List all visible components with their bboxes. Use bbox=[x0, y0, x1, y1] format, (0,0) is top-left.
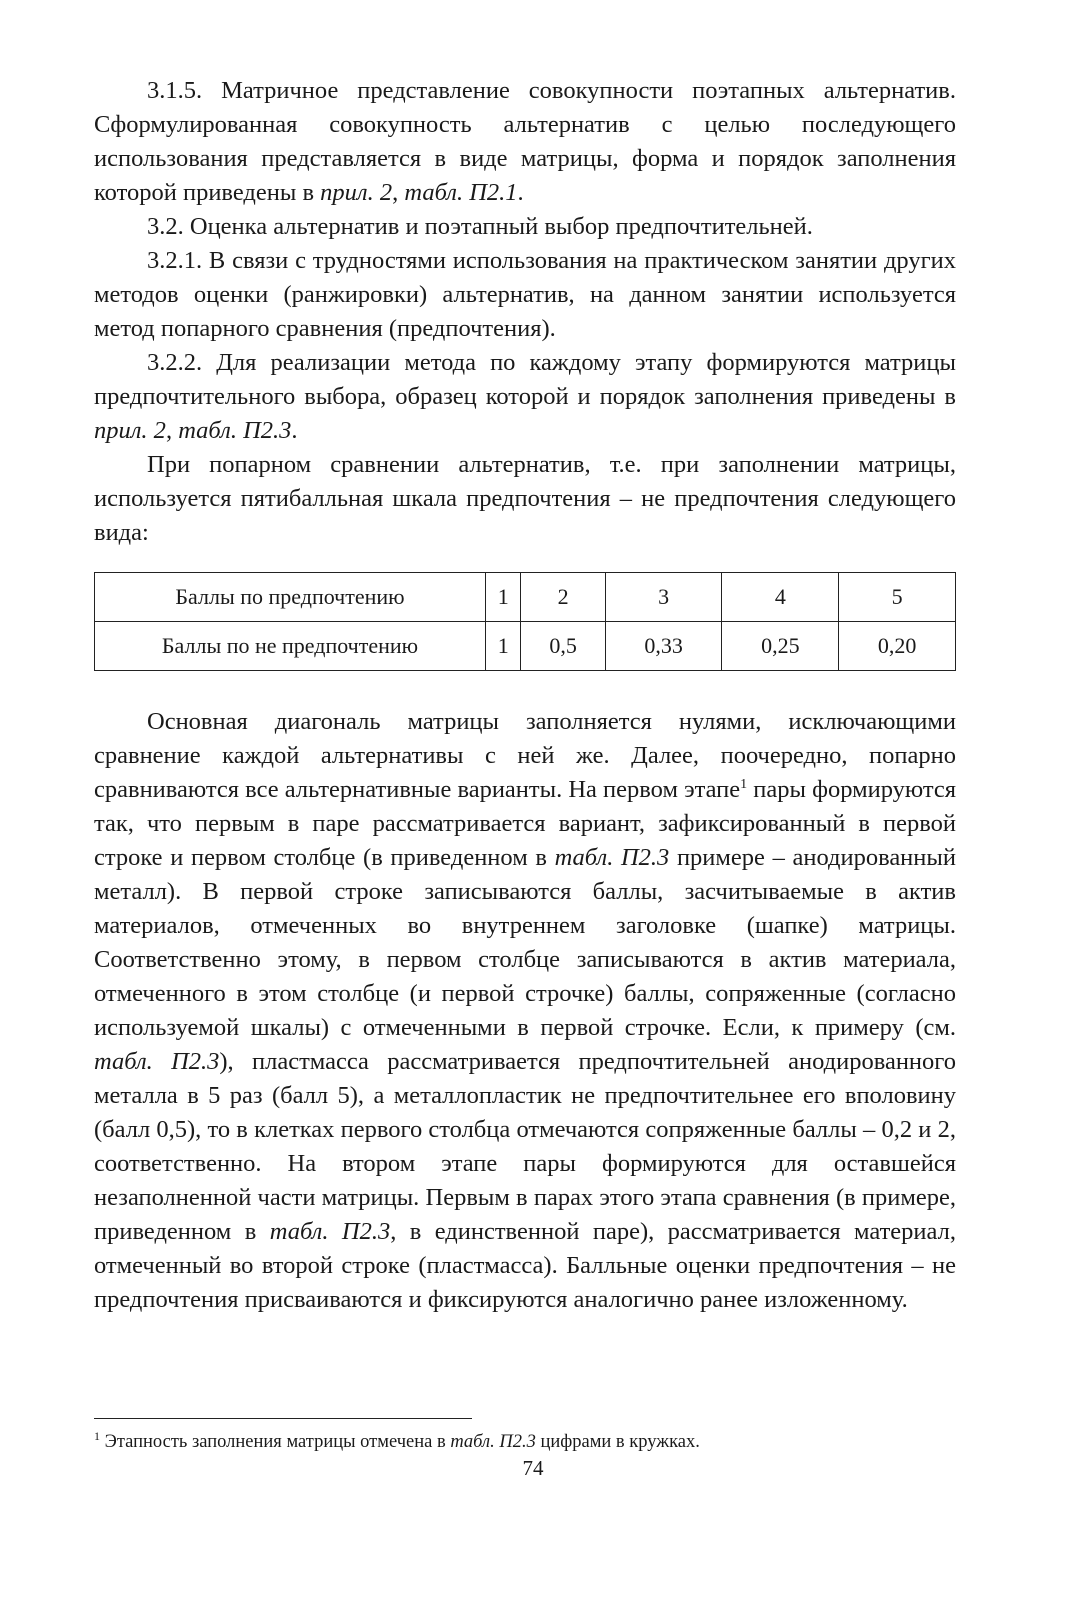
table-cell: 0,33 bbox=[605, 622, 722, 671]
paragraph-text: 3.1.5. Матричное представление совокупности поэтапных альтернатив. Сформулированная совокупность альтернатив с целью последующего использования представляется в виде матрицы, форма и порядок заполнения которой приведены в bbox=[94, 77, 956, 206]
page-number: 74 bbox=[522, 1456, 544, 1480]
paragraph-text: Основная диагональ матрицы заполняется нулями, исключающими сравнение каждой альтернативы с ней же. Далее, поочередно, попарно сравниваются все альтернативные варианты. На первом этапе bbox=[94, 708, 956, 803]
table-cell: 3 bbox=[605, 573, 722, 622]
paragraph-text: примере – анодированный металл). В первой строке записываются баллы, засчитываемые в актив материалов, отмеченных во внутреннем заголовке (шапке) матрицы. Соответственно этому, в первом столбце записываются в актив материала, отмеченного в этом столбце (и первой строчке) баллы, сопряженные (согласно используемой шкалы) с отмеченными в первой строчке. Если, к примеру (см. bbox=[94, 844, 956, 1041]
footnote-text: цифрами в кружках. bbox=[535, 1432, 700, 1452]
table-cell: 0,25 bbox=[722, 622, 839, 671]
paragraph-text: , bbox=[392, 179, 405, 206]
preference-scale-table bbox=[94, 572, 956, 671]
footnote bbox=[94, 1430, 700, 1454]
paragraph-text: 3.2.2. Для реализации метода по каждому этапу формируются матрицы предпочтительного выбора, образец которой и порядок заполнения приведены в bbox=[94, 349, 956, 410]
table-row bbox=[95, 622, 956, 671]
paragraph-3-1-5 bbox=[94, 74, 956, 210]
table-row bbox=[95, 573, 956, 622]
reference-table: табл. П2.3 bbox=[554, 844, 670, 871]
paragraph-3-2-2 bbox=[94, 346, 956, 448]
table-cell: 0,5 bbox=[521, 622, 605, 671]
paragraph-text: пары формируются так, что первым в паре рассматривается вариант, зафиксированный в первой строке и первом столбце (в приведенном в bbox=[94, 776, 957, 871]
paragraph-scale-intro: При попарном сравнении альтернатив, т.е. при заполнении матрицы, используется пятибалльная шкала предпочтения – не предпочтения следующего вида: bbox=[94, 451, 956, 546]
footnote-marker[interactable]: 1 bbox=[740, 776, 748, 792]
table-cell: 1 bbox=[486, 573, 521, 622]
reference-appendix: прил. 2 bbox=[94, 417, 166, 444]
reference-table: табл. П2.3 bbox=[94, 1048, 220, 1075]
footnote-divider bbox=[94, 1418, 472, 1419]
paragraph-3-2: 3.2. Оценка альтернатив и поэтапный выбор предпочтительней. bbox=[147, 213, 813, 240]
paragraph-text: . bbox=[517, 179, 524, 206]
paragraph-3-2-1: 3.2.1. В связи с трудностями использования на практическом занятии других методов оценки (ранжировки) альтернатив, на данном занятии используется метод попарного сравнения (предпочтения). bbox=[94, 247, 956, 342]
table-row-label: Баллы по предпочтению bbox=[95, 573, 486, 622]
paragraph-text: . bbox=[291, 417, 298, 444]
table-cell: 0,20 bbox=[839, 622, 956, 671]
page-body bbox=[94, 74, 956, 1317]
table-cell: 2 bbox=[521, 573, 605, 622]
paragraph-text: , в единственной паре), рассматривается материал, отмеченный во второй строке (пластмасса). Балльные оценки предпочтения – не предпочтения присваиваются и фиксируются аналогично ранее изложенному. bbox=[94, 1218, 956, 1313]
reference-table: табл. П2.3 bbox=[450, 1432, 536, 1452]
table-cell: 5 bbox=[839, 573, 956, 622]
reference-table: табл. П2.3 bbox=[178, 417, 292, 444]
paragraph-diagonal bbox=[94, 705, 956, 1317]
table-cell: 4 bbox=[722, 573, 839, 622]
table-cell: 1 bbox=[486, 622, 521, 671]
paragraph-text: ), пластмасса рассматривается предпочтительней анодированного металла в 5 раз (балл 5), а металлопластик не предпочтительнее его вполовину (балл 0,5), то в клетках первого столбца отмечаются сопряженные баллы – 0,2 и 2, соответственно. На втором этапе пары формируются для оставшейся незаполненной части матрицы. Первым в парах этого этапа сравнения (в примере, приведенном в bbox=[94, 1048, 956, 1245]
reference-appendix: прил. 2 bbox=[320, 179, 393, 206]
reference-table: табл. П2.1 bbox=[404, 179, 518, 206]
reference-table: табл. П2.3 bbox=[269, 1218, 391, 1245]
table-row-label: Баллы по не предпочтению bbox=[95, 622, 486, 671]
footnote-number: 1 bbox=[94, 1428, 100, 1443]
paragraph-text: , bbox=[165, 417, 179, 444]
footnote-text: Этапность заполнения матрицы отмечена в bbox=[100, 1432, 451, 1452]
